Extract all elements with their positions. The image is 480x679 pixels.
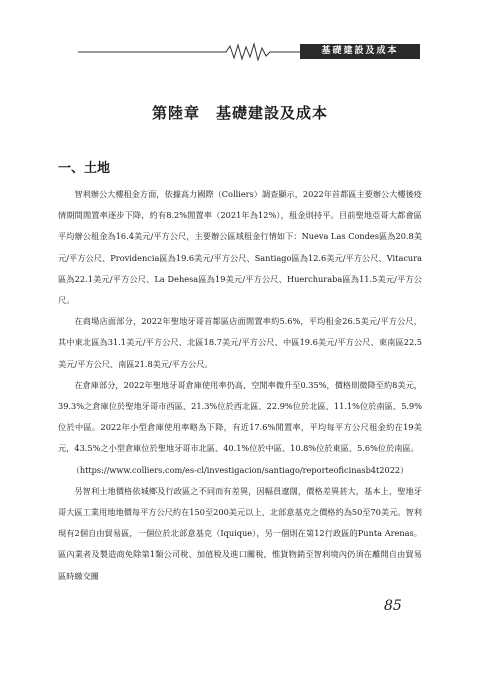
running-title: 基礎建設及成本 bbox=[300, 44, 420, 59]
paragraph: 另智利土地價格依城鄉及行政區之不同而有差異，因幅員遼闊，價格差異甚大，基本上，聖地牙哥大區工業用地地價每平方公尺約在150至200美元以上、北部意基克之價格約為50至70美元。智利現有2個自由貿易區，一個位於北部意基克（Iquique），另一個則在第12行政區的Punta Arenas。區內業者及製造商免除第1類公司稅、加值稅及進口關稅，惟貨物銷至智利境內仍須在離開自由貿易區時繳交關 bbox=[58, 485, 422, 581]
section-heading: 一、土地 bbox=[58, 161, 111, 176]
chapter-title: 第陸章 基礎建設及成本 bbox=[151, 104, 328, 122]
paragraph: 在商場店面部分，2022年聖地牙哥首都區店面閒置率約5.6%，平均租金26.5美元/平方公尺，其中東北區為31.1美元/平方公尺、北區18.7美元/平方公尺、中區19.6美元/平方公尺、東南區22.5美元/平方公尺、南區21.8美元/平方公尺。 bbox=[58, 316, 422, 369]
source-url: （https://www.colliers.com/es-cl/investigacion/santiago/reporteoficinasb4t2022） bbox=[71, 464, 409, 475]
body-text bbox=[58, 184, 422, 587]
running-header bbox=[78, 42, 420, 62]
heartbeat-line-icon bbox=[78, 42, 308, 62]
page-number: 85 bbox=[384, 598, 402, 614]
paragraph: 智利辦公大樓租金方面，依據高力國際（Colliers）調查顯示，2022年首都區主要辦公大樓後疫情期間閒置率逐步下降，約有8.2%閒置率（2021年為12%），租金則持平。目前聖地亞哥大都會區平均辦公租金為16.4美元/平方公尺，主要辦公區域租金行情如下：Nueva Las Condes區為20.8美元/平方公尺、Providencia區為19.6美元/平方公尺、Santiago區為12.6美元/平方公尺、Vitacura區為22.1美元/平方公尺、La Dehesa區為19美元/平方公尺、Huerchuraba區為11.5美元/平方公尺。 bbox=[58, 189, 422, 306]
paragraph: 在倉庫部分，2022年聖地牙哥倉庫使用率仍高，空閒率微升至0.35%，價格則微降至約8美元，39.3%之倉庫位於聖地牙哥市西區、21.3%位於西北區、22.9%位於北區、11.1%位於南區、5.9%位於中區。2022年小型倉庫使用率略為下降，有近17.6%閒置率，平均每平方公尺租金約在19美元，43.5%之小型倉庫位於聖地牙哥市北區、40.1%位於中區、10.8%位於東區、5.6%位於南區。 bbox=[58, 379, 422, 454]
